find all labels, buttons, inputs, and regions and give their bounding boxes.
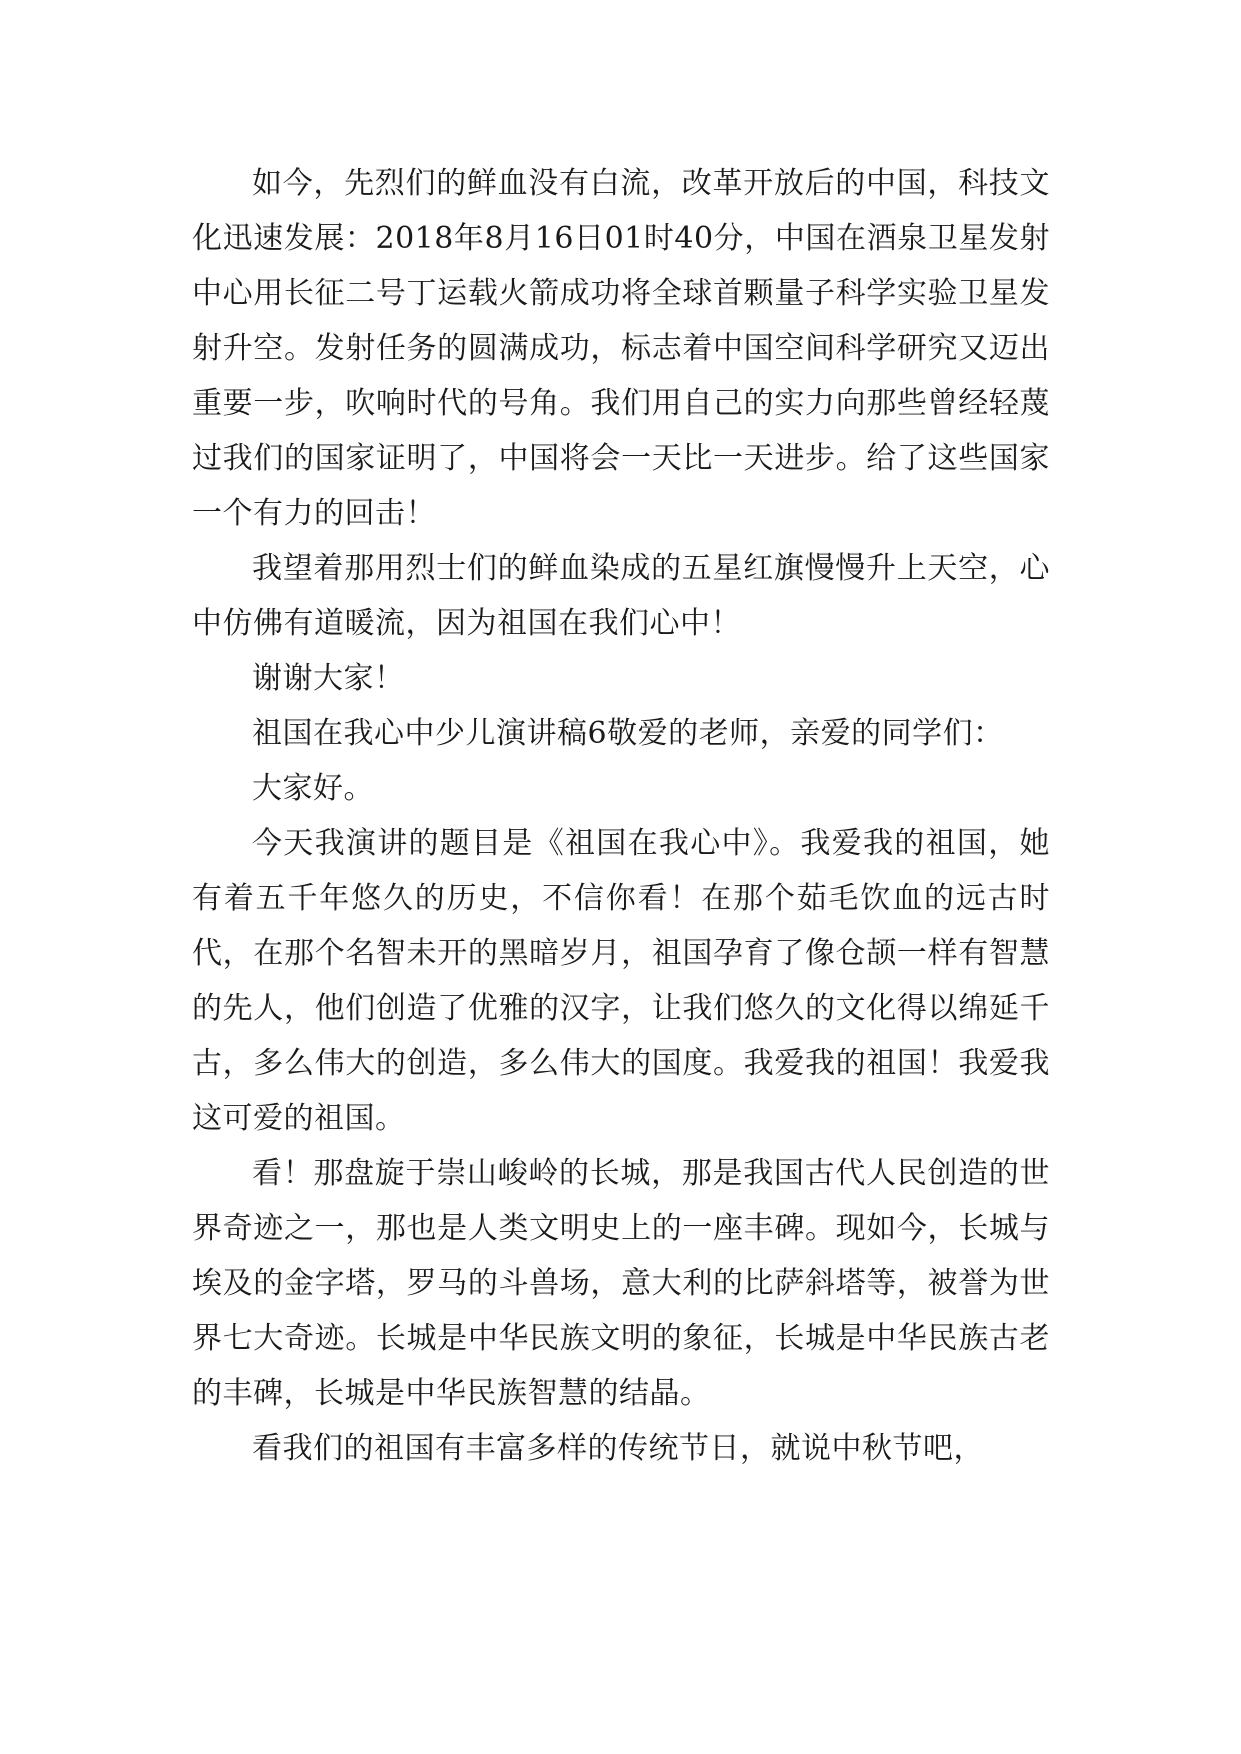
paragraph-6: 今天我演讲的题目是《祖国在我心中》。我爱我的祖国，她有着五千年悠久的历史，不信你看！在那个茹毛饮血的远古时代，在那个名智未开的黑暗岁月，祖国孕育了像仓颉一样有智慧的先人，他们创造了优雅的汉字，让我们悠久的文化得以绵延千古，多么伟大的创造，多么伟大的国度。我爱我的祖国！我爱我这可爱的祖国。 [192, 826, 1050, 1136]
paragraph-2: 我望着那用烈士们的鲜血染成的五星红旗慢慢升上天空，心中仿佛有道暖流，因为祖国在我们心中！ [192, 551, 1050, 641]
paragraph-7: 看！那盘旋于崇山峻岭的长城，那是我国古代人民创造的世界奇迹之一，那也是人类文明史上的一座丰碑。现如今，长城与埃及的金字塔，罗马的斗兽场，意大利的比萨斜塔等，被誉为世界七大奇迹。长城是中华民族文明的象征，长城是中华民族古老的丰碑，长城是中华民族智慧的结晶。 [192, 1156, 1050, 1411]
paragraph-5: 大家好。 [252, 771, 374, 806]
paragraph-4: 祖国在我心中少儿演讲稿6敬爱的老师，亲爱的同学们： [252, 716, 1004, 751]
paragraph-8: 看我们的祖国有丰富多样的传统节日，就说中秋节吧， [252, 1431, 984, 1466]
paragraph-1: 如今，先烈们的鲜血没有白流，改革开放后的中国，科技文化迅速发展：2018年8月16日01时40分，中国在酒泉卫星发射中心用长征二号丁运载火箭成功将全球首颗量子科学实验卫星发射升空。发射任务的圆满成功，标志着中国空间科学研究又迈出重要一步，吹响时代的号角。我们用自己的实力向那些曾经轻蔑过我们的国家证明了，中国将会一天比一天进步。给了这些国家一个有力的回击！ [192, 166, 1050, 531]
document-body [192, 156, 1050, 1476]
paragraph-3: 谢谢大家！ [252, 661, 405, 696]
